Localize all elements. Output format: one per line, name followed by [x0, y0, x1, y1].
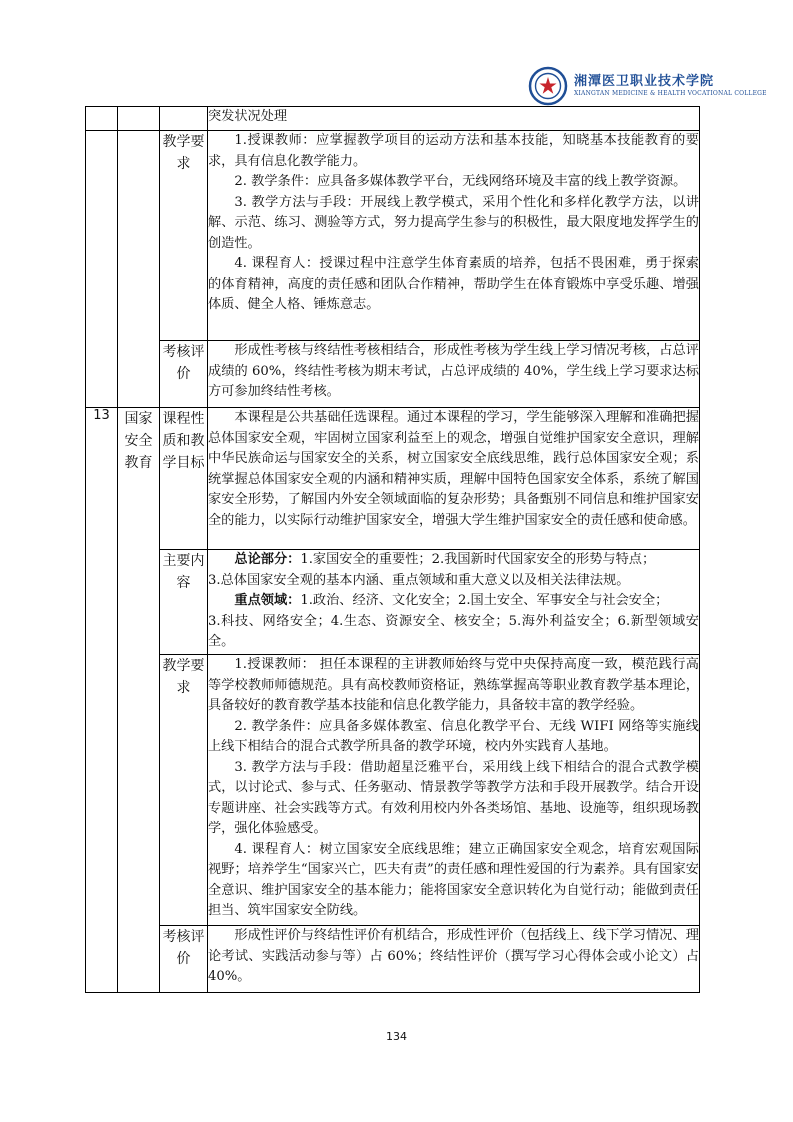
requirement-paragraph: 4. 课程育人：授课过程中注意学生体育素质的培养，包括不畏困难，勇于探索的体育精神，高度的责任感和团队合作精神，帮助学生在体育锻炼中享受乐趣、增强体质、健全人格、锤炼意志。: [208, 256, 699, 312]
requirements-label: 教学要求: [160, 131, 208, 341]
requirement-paragraph: 1.授课教师： 担任本课程的主讲教师始终与党中央保持高度一致，模范践行高等学校教师师德规范。具有高校教师资格证，熟练掌握高等职业教育教学基本理论，具备较好的教育教学基本技能和信息化教学能力，具备较丰富的教学经验。: [208, 657, 699, 713]
key-areas-line: 重点领域：1.政治、经济、文化安全；2.国土安全、军事安全与社会安全；: [234, 593, 669, 608]
table-row: [86, 550, 700, 655]
assessment-text: 形成性评价与终结性评价有机结合，形成性评价（包括线上、线下学习情况、理论考试、实践活动参与等）占 60%；终结性评价（撰写学习心得体会或小论文）占 40%。: [208, 928, 699, 984]
requirements-cell: [208, 655, 700, 926]
key-areas-keyword: 重点领域：: [234, 593, 301, 608]
assessment-cell: [208, 341, 700, 408]
content-label: 主要内容: [160, 550, 208, 655]
requirement-paragraph: 2. 教学条件：应具备多媒体教室、信息化教学平台、无线 WIFI 网络等实施线上线下相结合的混合式教学所具备的教学环境，校内外实践育人基地。: [208, 718, 699, 754]
requirement-paragraph: 3. 教学方法与手段：开展线上教学模式，采用个性化和多样化教学方法，以讲解、示范、练习、测验等方式，努力提高学生参与的积极性，最大限度地发挥学生的创造性。: [208, 194, 699, 251]
school-emblem-icon: [528, 66, 568, 106]
requirement-paragraph: 3. 教学方法与手段：借助超星泛雅平台，采用线上线下相结合的混合式教学模式，以讨论式、参与式、任务驱动、情景教学等教学方法和手段开展教学。结合开设专题讲座、社会实践等方式。有效利用校内外各类场馆、基地、设施等，组织现场教学，强化体验感受。: [208, 759, 699, 836]
school-name-en: XIANGTAN MEDICINE & HEALTH VOCATIONAL COLLEGE: [574, 90, 767, 97]
assessment-label: 考核评价: [160, 341, 208, 408]
course-name: 国家安全教育: [118, 408, 160, 993]
table-row: [86, 655, 700, 926]
content-cell: [208, 550, 700, 655]
key-areas-line: 3.科技、网络安全；4.生态、资源安全、核安全；5.海外利益安全；6.新型领域安全。: [208, 613, 699, 649]
requirement-paragraph: 1.授课教师：应掌握教学项目的运动方法和基本技能，知晓基本技能教育的要求，具有信息化教学能力。: [208, 133, 699, 169]
school-logo: [528, 66, 767, 110]
general-part-line: 3.总体国家安全观的基本内涵、重点领域和重大意义以及相关法律法规。: [208, 572, 630, 588]
general-part-line: 总论部分：1.家国安全的重要性；2.我国新时代国家安全的形势与特点；: [234, 552, 656, 567]
nature-label: 课程性质和教学目标: [160, 408, 208, 550]
page-number: 134: [386, 1030, 407, 1043]
requirement-paragraph: 2. 教学条件：应具备多媒体教学平台，无线网络环境及丰富的线上教学资源。: [234, 174, 687, 189]
table-row: [86, 408, 700, 550]
nature-cell: [208, 408, 700, 550]
requirements-cell: [208, 131, 700, 341]
top-row-cell: [208, 107, 700, 131]
course-table: [85, 106, 700, 993]
table-row: [86, 341, 700, 408]
table-row: [86, 926, 700, 993]
assessment-text: 形成性考核与终结性考核相结合，形成性考核为学生线上学习情况考核，占总评成绩的 60%，终结性考核为期末考试，占总评成绩的 40%，学生线上学习要求达标方可参加终结性考核。: [208, 343, 699, 399]
school-name: 湘潭医卫职业技术学院: [574, 74, 715, 89]
table-row: [86, 131, 700, 341]
nature-text: 本课程是公共基础任选课程。通过本课程的学习，学生能够深入理解和准确把握总体国家安全观，牢固树立国家利益至上的观念，增强自觉维护国家安全意识，理解中华民族命运与国家安全的关系，树立国家安全底线思维，践行总体国家安全观；系统掌握总体国家安全观的内涵和精神实质，理解中国特色国家安全体系，系统了解国家安全形势，了解国内外安全领域面临的复杂形势；具备甄别不同信息和维护国家安全的能力，以实际行动维护国家安全，增强大学生维护国家安全的责任感和使命感。: [208, 410, 699, 528]
table-row: [86, 107, 700, 131]
general-part-keyword: 总论部分：: [234, 552, 301, 567]
top-row-text: 突发状况处理: [208, 109, 288, 124]
assessment-cell: [208, 926, 700, 993]
requirements-label: 教学要求: [160, 655, 208, 926]
requirement-paragraph: 4. 课程育人：树立国家安全底线思维；建立正确国家安全观念，培育宏观国际视野；培养学生“国家兴亡，匹夫有责”的责任感和理性爱国的行为素养。具有国家安全意识、维护国家安全的基本能力；能将国家安全意识转化为自觉行动；能做到责任担当、筑牢国家安全防线。: [208, 841, 699, 918]
assessment-label: 考核评价: [160, 926, 208, 993]
course-number: 13: [86, 408, 118, 993]
